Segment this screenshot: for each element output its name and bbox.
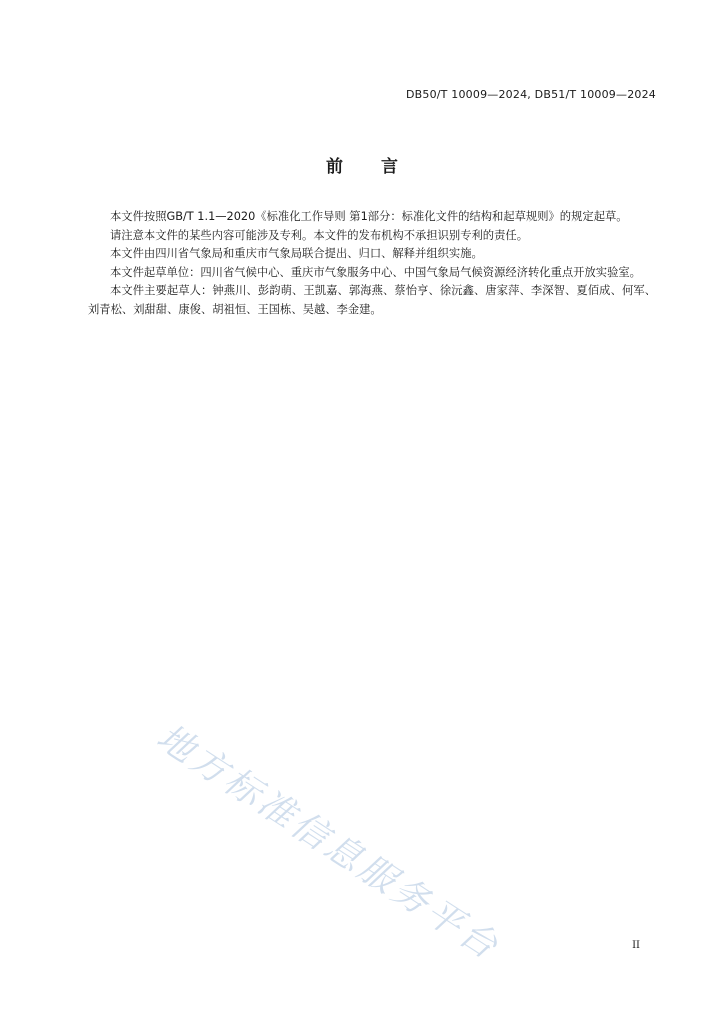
watermark: 地方标准信息服务平台 xyxy=(149,716,508,969)
paragraph-proposer: 本文件由四川省气象局和重庆市气象局联合提出、归口、解释并组织实施。 xyxy=(110,247,483,260)
title-char-2: 言 xyxy=(381,157,398,177)
page-title xyxy=(0,152,724,177)
foreword-body xyxy=(88,208,656,319)
title-char-1: 前 xyxy=(326,157,343,177)
paragraph-drafters: 本文件主要起草人：钟燕川、彭韵萌、王凯嘉、郭海燕、蔡怡亨、徐沅鑫、唐家萍、李深智、夏佰成、何军、刘青松、刘甜甜、康俊、胡祖恒、王国栋、吴越、李金建。 xyxy=(88,284,656,316)
paragraph-drafting-units: 本文件起草单位：四川省气候中心、重庆市气象服务中心、中国气象局气候资源经济转化重点开放实验室。 xyxy=(110,265,641,279)
standard-number: DB50/T 10009—2024, DB51/T 10009—2024 xyxy=(405,88,656,101)
paragraph-drafting-rules: 本文件按照GB/T 1.1—2020《标准化工作导则 第1部分：标准化文件的结构和起草规则》的规定起草。 xyxy=(110,210,628,223)
paragraph-patent-notice: 请注意本文件的某些内容可能涉及专利。本文件的发布机构不承担识别专利的责任。 xyxy=(110,228,528,242)
page-number: II xyxy=(632,940,640,951)
